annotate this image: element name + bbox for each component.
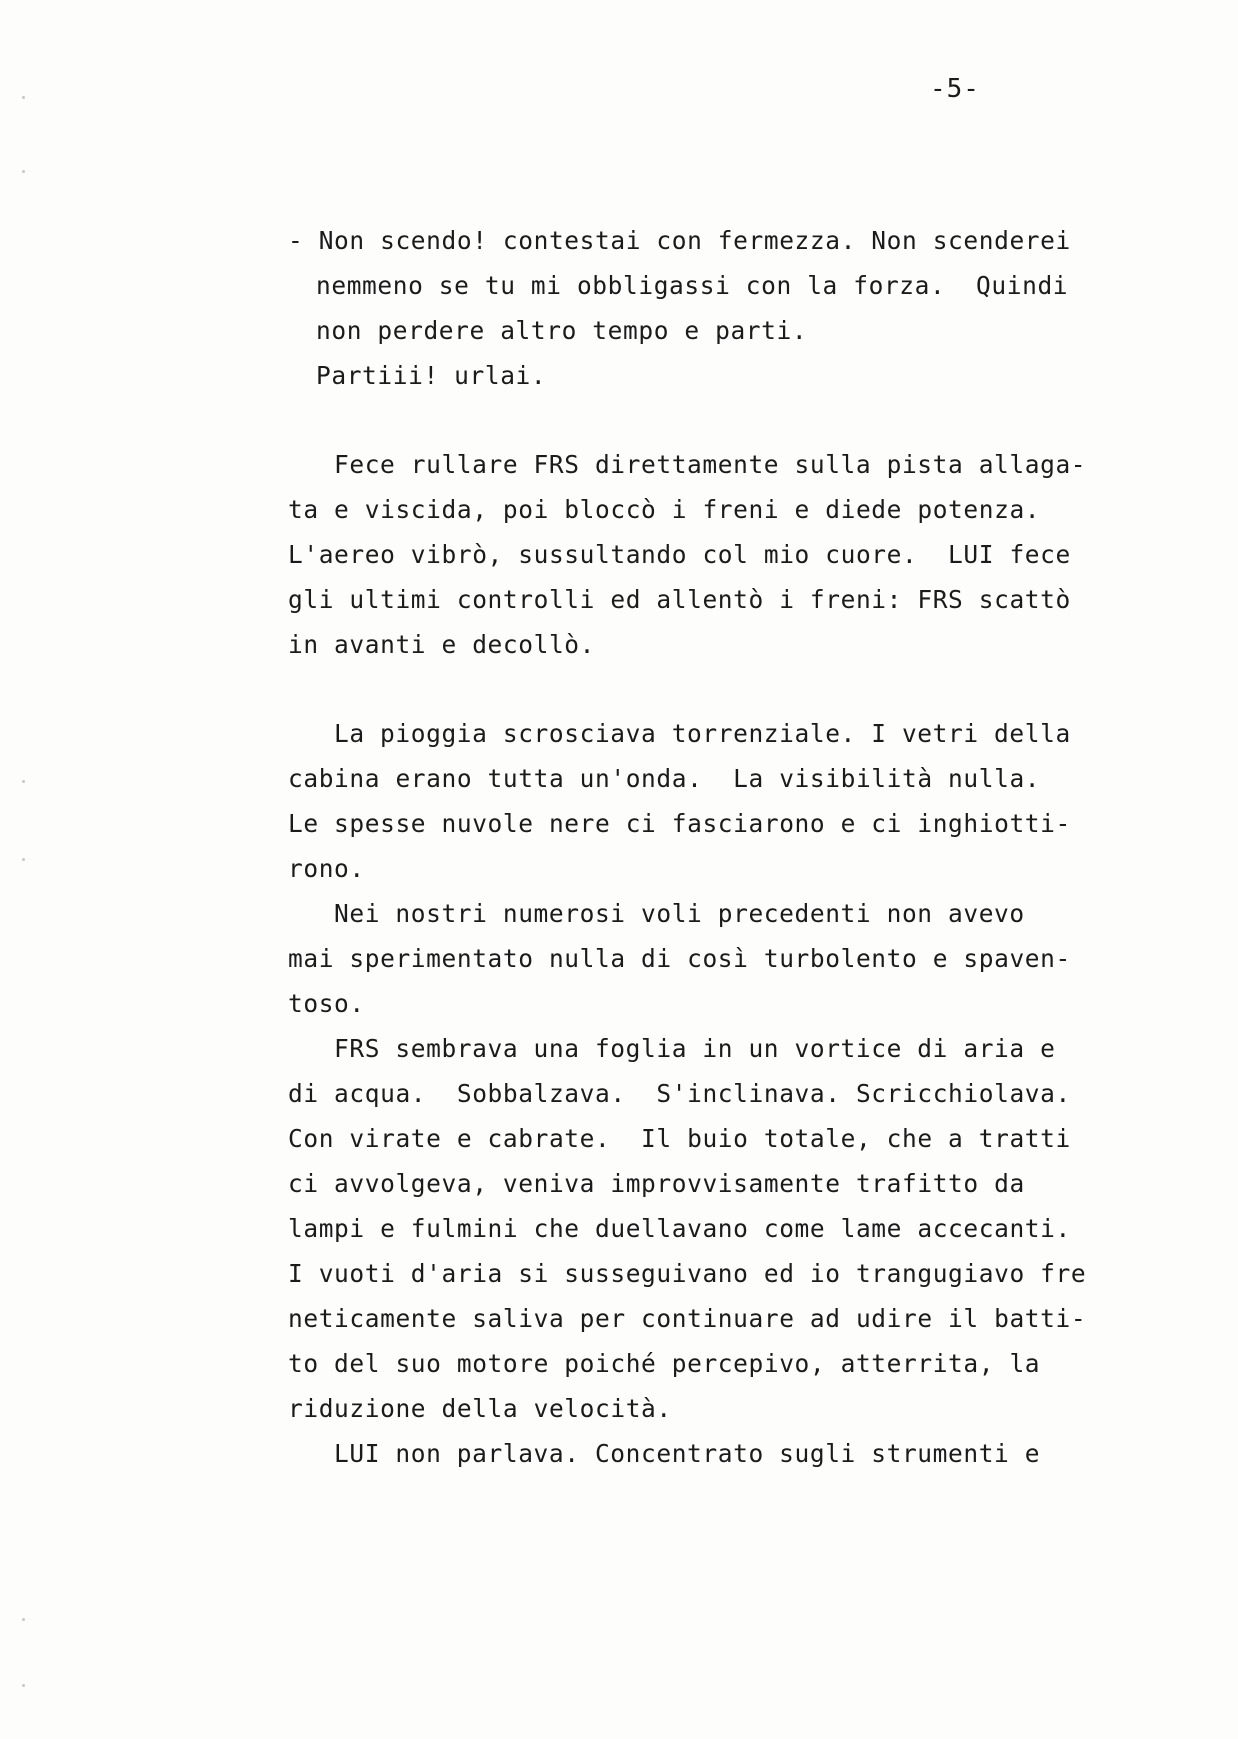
line-15: mai sperimentato nulla di così turbolento e spaven-: [288, 944, 1071, 973]
line-07: L'aereo vibrò, sussultando col mio cuore. LUI fece: [288, 540, 1071, 569]
line-03: non perdere altro tempo e parti.: [316, 316, 808, 345]
line-06: ta e viscida, poi bloccò i freni e diede potenza.: [288, 495, 1041, 524]
scan-speck: [22, 858, 25, 861]
line-23: neticamente saliva per continuare ad udire il batti-: [288, 1304, 1087, 1333]
line-21: lampi e fulmini che duellavano come lame accecanti.: [288, 1214, 1071, 1243]
line-25: riduzione della velocità.: [288, 1394, 672, 1423]
line-22: I vuoti d'aria si susseguivano ed io trangugiavo fre: [288, 1259, 1087, 1288]
line-26: LUI non parlava. Concentrato sugli strumenti e: [334, 1439, 1041, 1468]
line-13: rono.: [288, 854, 365, 883]
scan-speck: [22, 1684, 25, 1687]
line-09: in avanti e decollò.: [288, 630, 596, 659]
line-17: FRS sembrava una foglia in un vortice di aria e: [334, 1034, 1056, 1063]
line-18: di acqua. Sobbalzava. S'inclinava. Scricchiolava.: [288, 1079, 1071, 1108]
line-01: - Non scendo! contestai con fermezza. Non scenderei: [288, 226, 1071, 255]
line-08: gli ultimi controlli ed allentò i freni: FRS scattò: [288, 585, 1071, 614]
line-05: Fece rullare FRS direttamente sulla pista allaga-: [334, 450, 1087, 479]
scan-speck: [22, 170, 25, 173]
line-04: Partiii! urlai.: [316, 361, 547, 390]
line-10: La pioggia scrosciava torrenziale. I vetri della: [334, 719, 1071, 748]
scan-speck: [22, 96, 25, 99]
line-20: ci avvolgeva, veniva improvvisamente trafitto da: [288, 1169, 1025, 1198]
page-number: -5-: [930, 74, 980, 104]
line-24: to del suo motore poiché percepivo, atterrita, la: [288, 1349, 1041, 1378]
line-19: Con virate e cabrate. Il buio totale, che a tratti: [288, 1124, 1071, 1153]
line-16: toso.: [288, 989, 365, 1018]
scan-speck: [22, 1618, 25, 1621]
line-11: cabina erano tutta un'onda. La visibilità nulla.: [288, 764, 1041, 793]
line-12: Le spesse nuvole nere ci fasciarono e ci inghiotti-: [288, 809, 1071, 838]
line-02: nemmeno se tu mi obbligassi con la forza. Quindi: [316, 271, 1069, 300]
line-14: Nei nostri numerosi voli precedenti non avevo: [334, 899, 1025, 928]
scan-speck: [22, 780, 25, 783]
